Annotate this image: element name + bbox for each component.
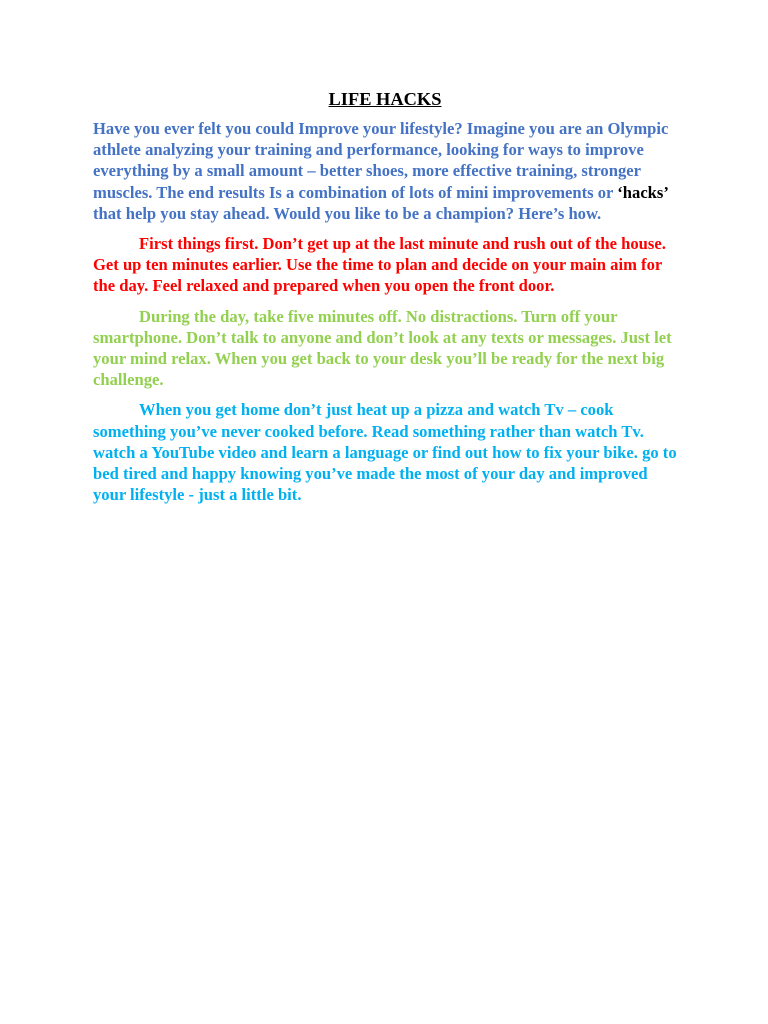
hacks-word: ‘hacks’ [617, 182, 668, 202]
document-page [93, 88, 677, 514]
intro-paragraph [93, 118, 677, 224]
evening-paragraph: When you get home don’t just heat up a pizza and watch Tv – cook something you’ve never cooked before. Read something rather than watch Tv. watch a YouTube video and learn a language or find out how to fix your bike. go to bed tired and happy knowing you’ve made the most of your day and improved your lifestyle - just a little bit. [93, 400, 677, 505]
daytime-paragraph: During the day, take five minutes off. No distractions. Turn off your smartphone. Don’t talk to anyone and don’t look at any texts or messages. Just let your mind relax. When you get back to your desk you’ll be ready for the next big challenge. [93, 306, 672, 390]
intro-text-end: that help you stay ahead. Would you like to be a champion? Here’s how. [93, 203, 602, 223]
intro-text-start: Have you ever felt you could Improve your lifestyle? Imagine you are an Olympic athlete analyzing your training and performance, looking for ways to improve everything by a small amount – better shoes, more effective training, stronger muscles. The end results Is a combination of lots of mini improvements or [93, 119, 669, 202]
morning-paragraph: First things first. Don’t get up at the last minute and rush out of the house. Get up ten minutes earlier. Use the time to plan and decide on your main aim for the day. Feel relaxed and prepared when you open the front door. [93, 234, 666, 296]
document-title: LIFE HACKS [328, 89, 442, 109]
